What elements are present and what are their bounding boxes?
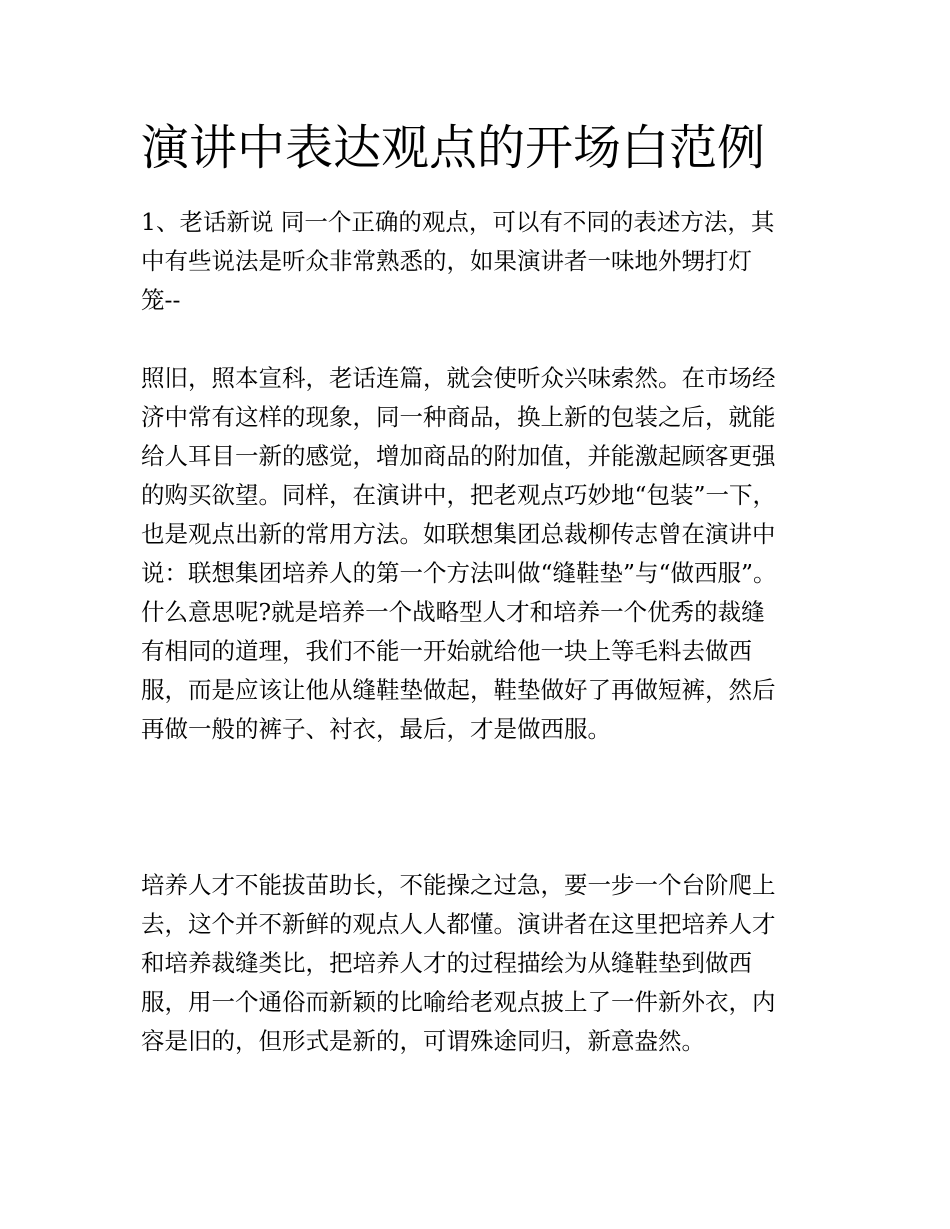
- text-line: 笼--: [141, 286, 181, 314]
- document-title: 演讲中表达观点的开场白范例: [141, 120, 766, 176]
- paragraph-3: [141, 866, 821, 1061]
- text-line: 的购买欲望。同样，在演讲中，把老观点巧妙地“包装”一下，: [141, 481, 777, 509]
- text-line: 给人耳目一新的感觉，增加商品的附加值，并能激起顾客更强: [141, 442, 776, 470]
- text-line: 服，用一个通俗而新颖的比喻给老观点披上了一件新外衣，内: [141, 988, 776, 1016]
- text-line: 去，这个并不新鲜的观点人人都懂。演讲者在这里把培养人才: [141, 910, 776, 938]
- text-line: 有相同的道理，我们不能一开始就给他一块上等毛料去做西: [141, 637, 752, 665]
- text-line: [141, 827, 821, 866]
- text-line: 什么意思呢?就是培养一个战略型人才和培养一个优秀的裁缝: [141, 598, 765, 626]
- text-line: 也是观点出新的常用方法。如联想集团总裁柳传志曾在演讲中: [141, 520, 776, 548]
- text-line: [141, 749, 821, 788]
- paragraph-1: [141, 203, 821, 320]
- text-line: 和培养裁缝类比，把培养人才的过程描绘为从缝鞋垫到做西: [141, 949, 752, 977]
- text-line: 1、老话新说 同一个正确的观点，可以有不同的表述方法，其: [141, 208, 775, 236]
- text-line: 服，而是应该让他从缝鞋垫做起，鞋垫做好了再做短裤，然后: [141, 676, 776, 704]
- text-line: 说：联想集团培养人的第一个方法叫做“缝鞋垫”与“做西服”。: [141, 559, 777, 587]
- text-line: 培养人才不能拔苗助长，不能操之过急，要一步一个台阶爬上: [141, 871, 776, 899]
- paragraph-2: [141, 359, 821, 866]
- text-line: [141, 788, 821, 827]
- text-line: 容是旧的，但形式是新的，可谓殊途同归，新意盎然。: [141, 1027, 705, 1055]
- text-line: 中有些说法是听众非常熟悉的，如果演讲者一味地外甥打灯: [141, 247, 752, 275]
- text-line: 照旧，照本宣科，老话连篇，就会使听众兴味索然。在市场经: [141, 364, 776, 392]
- text-line: 再做一般的裤子、衬衣，最后，才是做西服。: [141, 715, 611, 743]
- text-line: 济中常有这样的现象，同一种商品，换上新的包装之后，就能: [141, 403, 776, 431]
